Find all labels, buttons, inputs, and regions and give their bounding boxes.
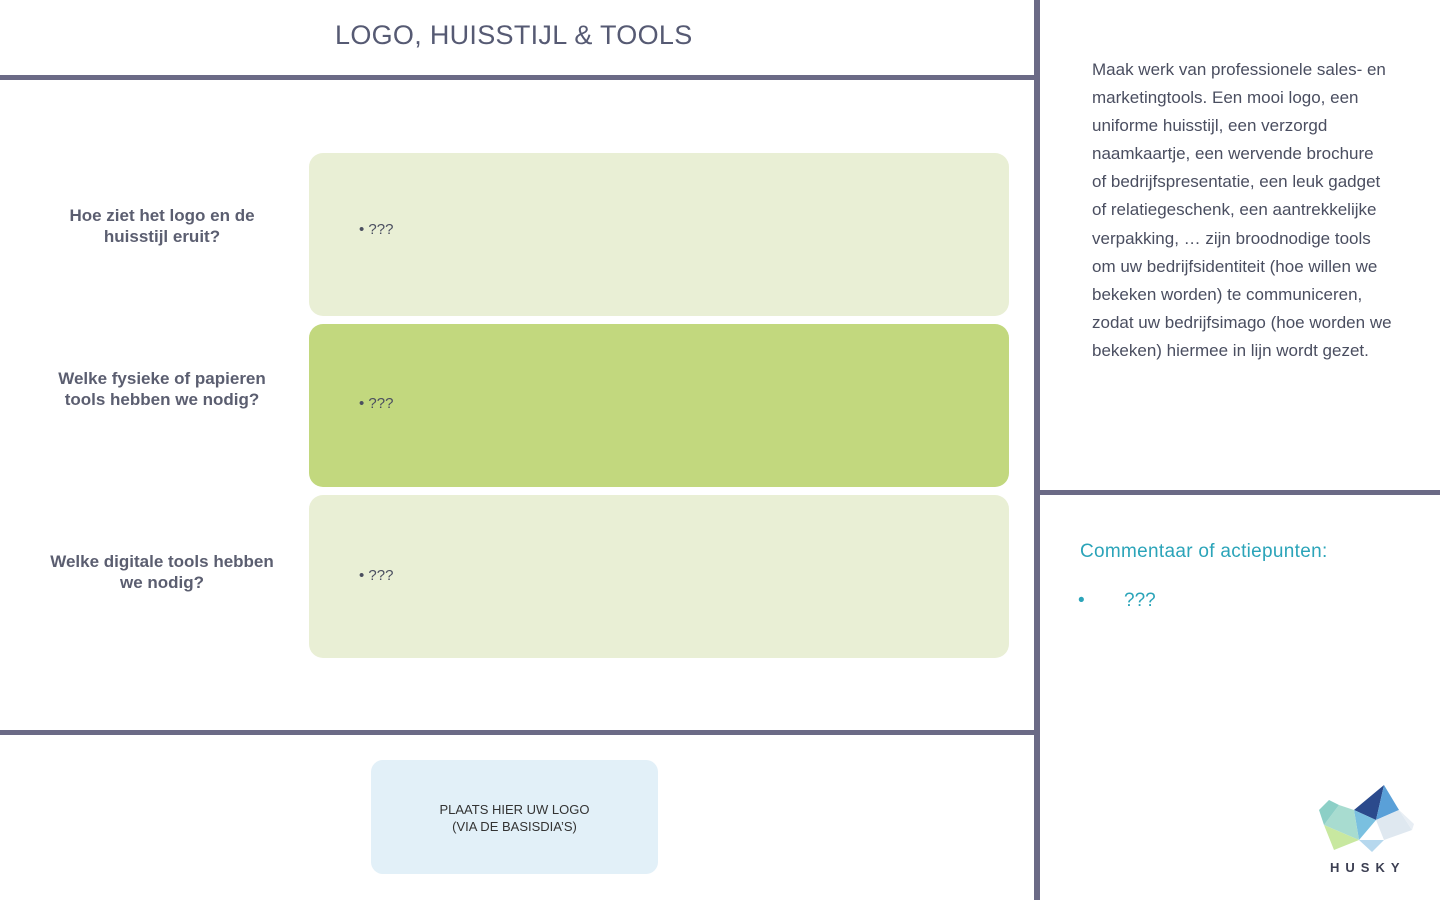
logo-placeholder[interactable] xyxy=(371,760,658,874)
header-divider xyxy=(0,75,1036,80)
vertical-divider xyxy=(1034,0,1040,900)
comments-bullet: • xyxy=(1078,590,1085,611)
page-title: LOGO, HUISSTIJL & TOOLS xyxy=(335,20,693,50)
question-label-physical-tools: Welke fysieke of papieren tools hebben we nodig? xyxy=(58,369,266,409)
comments-title: Commentaar of actiepunten: xyxy=(1080,541,1328,562)
husky-logo xyxy=(1314,780,1424,880)
intro-text: Maak werk van professionele sales- en marketingtools. Een mooi logo, een uniforme huisstijl, een verzorgd naamkaartje, een wervende brochure of bedrijfspresentatie, een leuk gadget of relatiegeschenk, een aantrekkelijke verpakking, … zijn broodnodige tools om uw bedrijfsidentiteit (hoe willen we bekeken worden) te communiceren, zodat uw bedrijfsimago (hoe worden we bekeken) hiermee in lijn wordt gezet. xyxy=(1092,60,1392,360)
comments-item[interactable]: ??? xyxy=(1124,590,1156,611)
answer-bullet: • ??? xyxy=(359,395,394,412)
answer-card-physical-tools[interactable] xyxy=(309,324,1009,487)
right-panel-divider xyxy=(1040,490,1440,495)
logo-placeholder-text: PLAATS HIER UW LOGO (VIA DE BASISDIA’S) xyxy=(439,802,590,834)
answer-bullet: • ??? xyxy=(359,221,394,238)
question-label-digital-tools: Welke digitale tools hebben we nodig? xyxy=(50,552,274,592)
footer-divider xyxy=(0,730,1036,735)
husky-logo-icon xyxy=(1314,780,1424,858)
answer-card-digital-tools[interactable] xyxy=(309,495,1009,658)
question-label-logo: Hoe ziet het logo en de huisstijl eruit? xyxy=(69,206,255,246)
answer-bullet: • ??? xyxy=(359,567,394,584)
answer-card-logo[interactable] xyxy=(309,153,1009,316)
brand-name: HUSKY xyxy=(1330,860,1406,875)
